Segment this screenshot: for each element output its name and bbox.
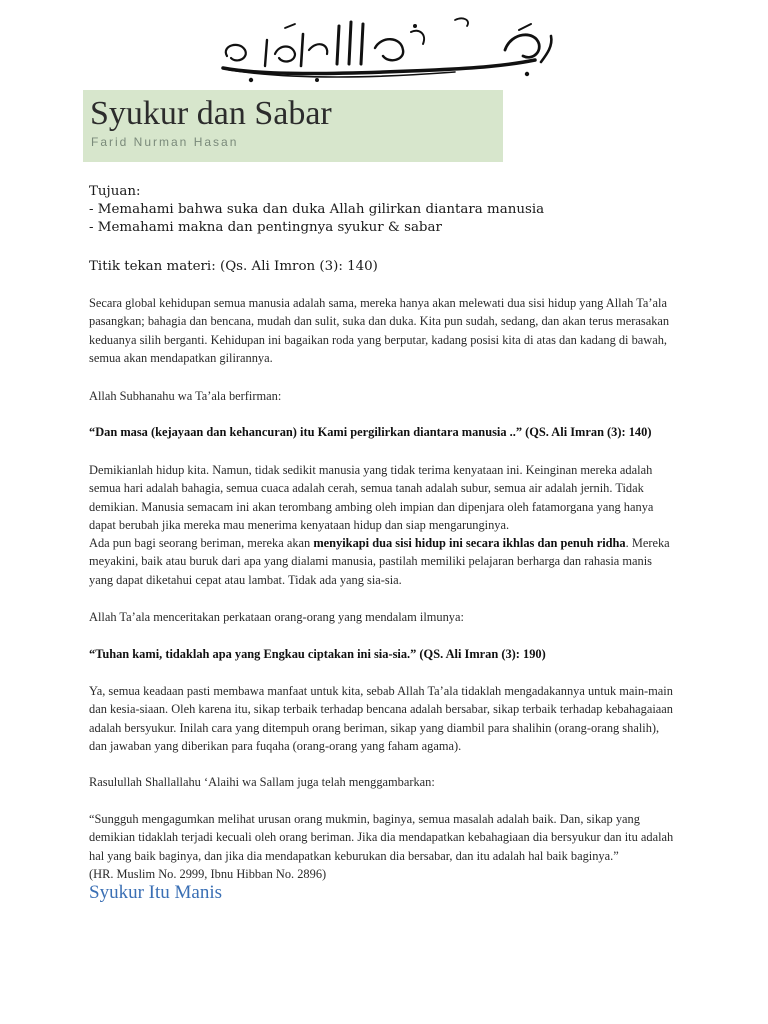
- emphasis-text: menyikapi dua sisi hidup ini secara ikhlas dan penuh ridha: [313, 536, 626, 550]
- paragraph: Rasulullah Shallallahu ‘Alaihi wa Sallam juga telah menggambarkan:: [89, 775, 435, 789]
- goal-item: - Memahami bahwa suka dan duka Allah gilirkan diantara manusia: [89, 202, 545, 217]
- hadith-quote: “Sungguh mengagumkan melihat urusan orang mukmin, baginya, semua masalah adalah baik. Dan, sikap yang demikian tidaklah terjadi kecuali oleh orang beriman. Jika dia mendapatkan kebahagiaan dia bersyukur dan itu adalah hal yang baik baginya, dan jika dia mendapatkan keburukan dia bersabar, dan itu adalah hal baik baginya.”: [89, 812, 674, 863]
- paragraph-text: Ada pun bagi seorang beriman, mereka akan: [89, 536, 314, 550]
- paragraph: Secara global kehidupan semua manusia adalah sama, mereka hanya akan melewati dua sisi hidup yang Allah Ta’ala pasangkan; bahagia dan bencana, mudah dan sulit, suka dan duka. Kita pun sudah, sedang, dan akan terus merasakan keduanya silih berganti. Kehidupan ini bagaikan roda yang berputar, kadang posisi kita di atas dan kadang di bawah, semua akan mendapatkan gilirannya.: [89, 296, 670, 366]
- author-name: Farid Nurman Hasan: [91, 135, 239, 149]
- goal-item: - Memahami makna dan pentingnya syukur & sabar: [89, 220, 442, 235]
- paragraph: Allah Ta’ala menceritakan perkataan orang-orang yang mendalam ilmunya:: [89, 610, 464, 624]
- quote-verse: “Dan masa (kejayaan dan kehancuran) itu Kami pergilirkan diantara manusia ..” (QS. Ali Imran (3): 140): [89, 425, 652, 439]
- title-box: [83, 90, 503, 162]
- paragraph: [89, 534, 679, 589]
- paragraph: Allah Subhanahu wa Ta’ala berfirman:: [89, 389, 282, 403]
- paragraph: Ya, semua keadaan pasti membawa manfaat untuk kita, sebab Allah Ta’ala tidaklah mengadakannya untuk main-main dan kesia-siaan. Oleh karena itu, sikap terbaik terhadap bencana adalah bersabar, sikap terbaik terhadap kebahagaiaan adalah bersyukur. Inilah cara yang ditempuh orang beriman, sikap yang diambil para shalihin (orang-orang shalih), dan jawaban yang diberikan para fuqaha (orang-orang yang faham agama).: [89, 684, 673, 754]
- paragraph-text: . Mereka meyakini, baik atau buruk dari apa yang dialami manusia, pastilah memiliki pelajaran berharga dan rahasia manis yang dapat diketahui cepat atau lambat. Tidak ada yang sia-sia.: [89, 536, 670, 587]
- quote-verse: “Tuhan kami, tidaklah apa yang Engkau ciptakan ini sia-sia.” (QS. Ali Imran (3): 190): [89, 647, 546, 661]
- goals-section: [89, 183, 689, 237]
- paragraph: Demikianlah hidup kita. Namun, tidak sedikit manusia yang tidak terima kenyataan ini. Keinginan mereka adalah semua hari adalah bahagia, semua cuaca adalah cerah, semua tanah adalah subur, semua air adalah jernih. Tidak demikian. Manusia semacam ini akan terombang ambing oleh impian dan dipenjara oleh fatamorgana yang hanya dapat berubah jika mereka mau menerima kenyataan hidup dan siap mengarunginya.: [89, 463, 654, 533]
- page-title: Syukur dan Sabar: [90, 95, 332, 132]
- focus-heading: Titik tekan materi: (Qs. Ali Imron (3): 140): [89, 259, 378, 274]
- basmala-calligraphy: [205, 10, 560, 88]
- goals-label: Tujuan:: [89, 184, 141, 199]
- hadith-reference: (HR. Muslim No. 2999, Ibnu Hibban No. 2896): [89, 867, 327, 881]
- section-subheading: Syukur Itu Manis: [89, 882, 222, 903]
